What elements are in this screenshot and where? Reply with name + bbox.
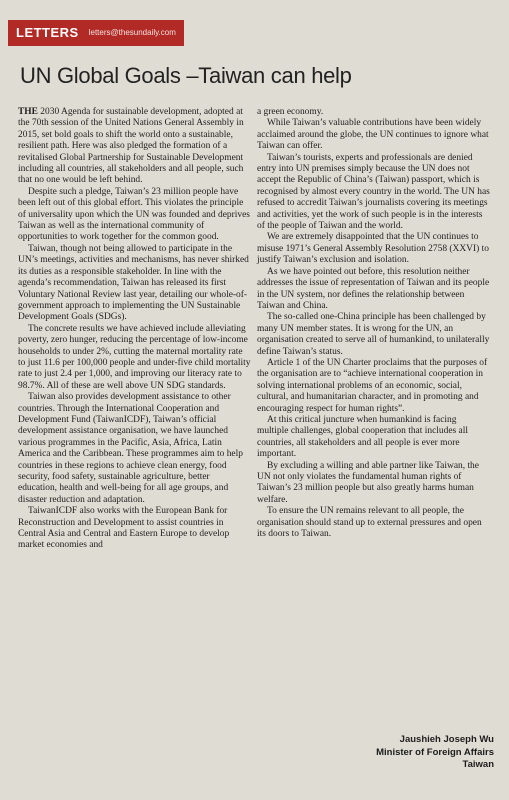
paragraph: a green economy. bbox=[257, 107, 324, 117]
paragraph: Article 1 of the UN Charter proclaims that the purposes of the organisation are to “achieve international cooperation in solving international problems of an economic, social, cultural, and humanitarian character, and in promoting and encouraging respect for human rights”. bbox=[257, 357, 488, 414]
paragraph: At this critical juncture when humankind is facing multiple challenges, global cooperation that includes all countries, all stakeholders and all people is ever more important. bbox=[257, 414, 468, 460]
letters-email: letters@thesundaily.com bbox=[87, 20, 184, 46]
paragraph: While Taiwan’s valuable contributions have been widely acclaimed around the globe, the UN continues to ignore what Taiwan can offer. bbox=[257, 118, 489, 152]
author-name: Jaushieh Joseph Wu bbox=[399, 734, 494, 745]
paragraph bbox=[18, 107, 251, 187]
paragraph: To ensure the UN remains relevant to all people, the organisation should stand up to external pressures and open its doors to Taiwan. bbox=[257, 506, 482, 540]
paragraph: Taiwan also provides development assistance to other countries. Through the International Cooperation and Development Fund (TaiwanICDF), Taiwan’s official development assistance organisation, we have launched various programmes in the Pacific, Asia, Africa, Latin America and the Caribbean. These programmes aim to help countries in these regions to achieve clean energy, food security, food safety, sustainable agriculture, better education, health and well-being for all age groups, and disaster reduction and adaptation. bbox=[18, 392, 243, 505]
author-title: Minister of Foreign Affairs bbox=[376, 746, 494, 758]
section-header bbox=[8, 18, 308, 48]
paragraph: Taiwan’s tourists, experts and professionals are denied entry into UN premises simply because the UN does not accept the Republic of China’s (Taiwan) passport, which is recognised by almost every country in the world. The UN has refused to accredit Taiwan’s journalists covering its meetings and activities, yet the work of such people is in the interests of the people of Taiwan and the world. bbox=[257, 152, 490, 232]
article-headline: UN Global Goals –Taiwan can help bbox=[20, 63, 352, 88]
section-label: LETTERS bbox=[8, 20, 87, 46]
paragraph: As we have pointed out before, this resolution neither addresses the issue of representation of Taiwan and its people in the UN system, nor defines the relationship between Taiwan and China. bbox=[257, 266, 490, 311]
author-signature bbox=[376, 734, 494, 772]
paragraph-text: 2030 Agenda for sustainable development, adopted at the 70th session of the United Nations General Assembly in 2015, set bold goals to shift the world onto a sustainable, resilient path. Here was also pledged the formation of a revitalised Global Partnership for Sustainable Development including all countries, all stakeholders and all people, such that no one would be left behind. bbox=[18, 107, 244, 186]
article-column-left bbox=[18, 107, 251, 552]
paragraph: Taiwan, though not being allowed to participate in the UN’s meetings, activities and mechanisms, has never shirked its duties as a responsible stakeholder. In line with the agenda’s recommendation, Taiwan has released its first Voluntary National Review last year, detailing our whole-of-government approach to implementing the UN Sustainable Development Goals (SDGs). bbox=[18, 243, 249, 323]
author-country: Taiwan bbox=[462, 759, 494, 770]
paragraph: TaiwanICDF also works with the European Bank for Reconstruction and Development to assist countries in Central Asia and Central and Eastern Europe to develop market economies and bbox=[18, 506, 230, 551]
article-column-right bbox=[257, 107, 490, 540]
paragraph: Despite such a pledge, Taiwan’s 23 million people have been left out of this global effort. This violates the principle of universality upon which the UN was founded and deprives Taiwan as well as the international community of opportunities to work together for the common good. bbox=[18, 186, 250, 243]
lead-word: THE bbox=[18, 107, 38, 117]
paragraph: By excluding a willing and able partner like Taiwan, the UN not only violates the fundamental human rights of Taiwan’s 23 million people but also greatly harms human welfare. bbox=[257, 460, 479, 505]
paragraph: The so-called one-China principle has been challenged by many UN member states. It is wrong for the UN, an organisation created to serve all of humankind, to unilaterally define Taiwan’s status. bbox=[257, 312, 490, 357]
paragraph: We are extremely disappointed that the UN continues to misuse 1971’s General Assembly Resolution 2758 (XXVI) to justify Taiwan’s exclusion and isolation. bbox=[257, 232, 489, 266]
paragraph: The concrete results we have achieved include alleviating poverty, zero hunger, reducing the percentage of low-income households to under 2%, cutting the maternal mortality rate to just 11.6 per 100,000 people and under-five child mortality rate to just 2.4 per 1,000, and improving our literacy rate to 98.7%. All of these are well above UN SDG standards. bbox=[18, 323, 251, 391]
